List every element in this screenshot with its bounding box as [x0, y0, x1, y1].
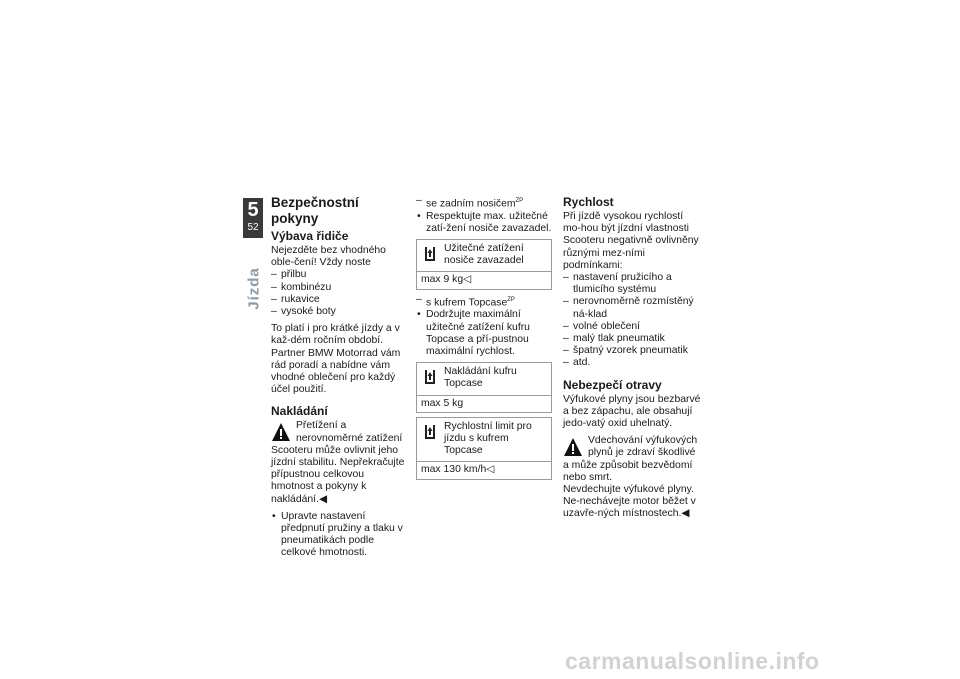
- list-item: – vysoké boty: [271, 306, 406, 318]
- spec-box-topcase: Nakládání kufru Topcase max 5 kg: [416, 362, 552, 413]
- list-item: – nastavení pružicího a tlumicího systému: [563, 272, 701, 296]
- section-title: Bezpečnostní pokyny: [271, 195, 359, 226]
- speed-list: [563, 272, 701, 370]
- driver-text-2: To platí i pro krátké jízdy a v kaž-dém ročním období. Partner BMW Motorrad vám rád poradí a nabídne vám vhodné oblečení pro každý účel použití.: [271, 323, 401, 396]
- heading-loading: Nakládání: [271, 404, 328, 419]
- chapter-number: 5: [247, 199, 259, 221]
- list-item: – špatný vzorek pneumatik: [563, 345, 701, 357]
- heading-speed: Rychlost: [563, 195, 614, 209]
- list-item-topcase: – s kufrem Topcase$^{ZP}$: [416, 294, 552, 310]
- poison-warning: Vdechování výfukových plynů je zdraví škodlivé a může způsobit bezvědomí nebo smrt.: [563, 435, 698, 483]
- spec-value: max 5 kg: [417, 395, 551, 412]
- list-item: • Upravte nastavení předpnutí pružiny a tlaku v pneumatikách podle celkové hmotnosti.: [271, 511, 406, 560]
- warning-icon: [271, 422, 291, 442]
- column-3: [563, 195, 701, 521]
- watermark: carmanualsonline.info: [565, 648, 820, 674]
- list-item: – volné oblečení: [563, 321, 701, 333]
- list-item: – rukavice: [271, 294, 406, 306]
- list-item: – kombinézu: [271, 282, 406, 294]
- list-item: – malý tlak pneumatik: [563, 333, 701, 345]
- loading-warning: Přetížení a nerovnoměrné zatížení Scooteru může ovlivnit jeho jízdní stabilitu. Nepřekračujte přípustnou celkovou hmotnost a pokyny k nakládání.◀: [271, 420, 405, 505]
- spec-box-carrier: Užitečné zatížení nosiče zavazadel max 9 kg◁: [416, 239, 552, 290]
- spec-value: max 9 kg◁: [417, 271, 551, 288]
- list-item: – atd.: [563, 357, 701, 369]
- gear-list: [271, 269, 406, 318]
- weight-icon: [423, 368, 437, 388]
- list-item: – nerovnoměrně rozmístěný ná-klad: [563, 296, 701, 320]
- speed-text: Při jízdě vysokou rychlostí mo-hou být jízdní vlastnosti Scooteru negativně ovlivněny různými mez-ními podmínkami:: [563, 211, 699, 271]
- page-number: 52: [247, 222, 259, 233]
- chapter-tab: [243, 198, 263, 238]
- poison-text: Výfukové plyny jsou bezbarvé a bez zápachu, ale obsahují jedo-vatý oxid uhelnatý.: [563, 393, 701, 430]
- list-item: – přilbu: [271, 269, 406, 281]
- warning-icon: [563, 437, 583, 457]
- column-1: [271, 195, 406, 560]
- list-item: • Respektujte max. užitečné zatí-žení nosiče zavazadel.: [416, 211, 552, 235]
- heading-driver-equipment: Výbava řidiče: [271, 229, 349, 243]
- weight-icon: [423, 245, 437, 265]
- spec-box-speed: Rychlostní limit pro jízdu s kufrem Topcase max 130 km/h◁: [416, 417, 552, 480]
- heading-poison: Nebezpečí otravy: [563, 377, 662, 392]
- list-item: • Dodržujte maximální užitečné zatížení kufru Topcase a pří-pustnou maximální rychlost.: [416, 309, 552, 358]
- chapter-title: Jízda: [245, 267, 263, 310]
- list-item-rear-carrier: – se zadním nosičem$^{ZP}$: [416, 195, 552, 211]
- weight-icon: [423, 423, 437, 443]
- column-2: [416, 195, 552, 484]
- loading-bullets: [271, 511, 406, 560]
- poison-text-2: Nevdechujte výfukové plyny. Ne-nechávejte motor běžet v uzavře-ných místnostech.◀: [563, 484, 696, 520]
- spec-value: max 130 km/h◁: [417, 461, 551, 478]
- driver-text: Nejezděte bez vhodného oble-čení! Vždy noste: [271, 245, 386, 269]
